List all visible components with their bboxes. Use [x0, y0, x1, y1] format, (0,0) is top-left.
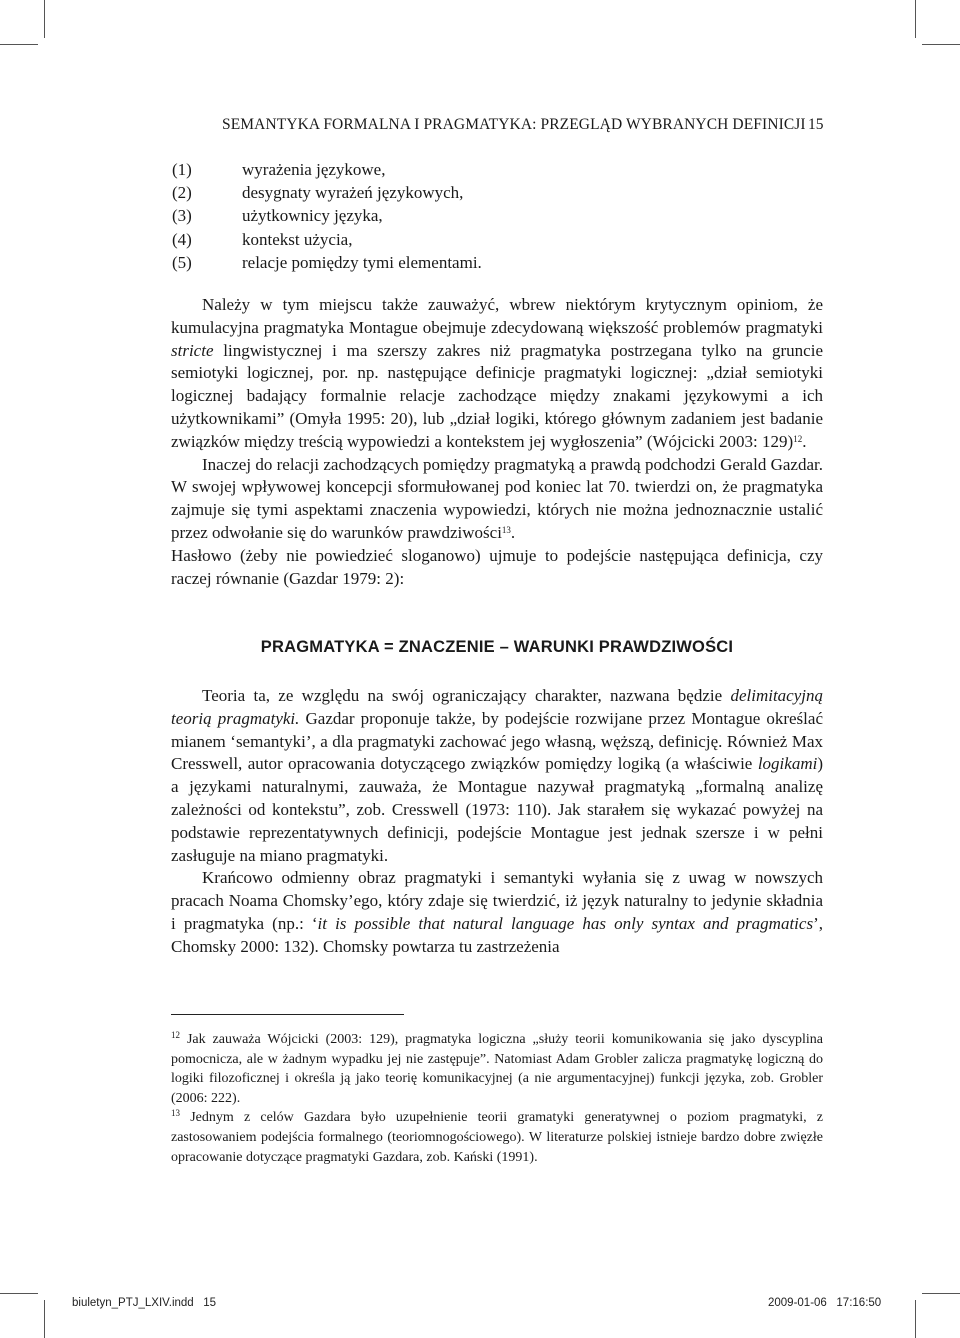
crop-mark [915, 0, 916, 38]
crop-mark [44, 1300, 45, 1338]
paragraph-text: Należy w tym miejscu także zauważyć, wbrew niektórym krytycznym opiniom, że kumulacyjna pragmatyka Montague obejmuje zdecydowaną większość problemów pragmatyki [171, 295, 823, 337]
footnote-13 [171, 1108, 823, 1167]
page-number: 15 [808, 116, 824, 133]
italic-term: delimitacyjną teorią pragmatyki. [171, 686, 823, 728]
crop-mark [44, 0, 45, 38]
slug-timestamp: 2009-01-06 17:16:50 [768, 1297, 882, 1309]
crop-mark [915, 1300, 916, 1338]
paragraph-text: ’, Chomsky 2000: 132). Chomsky powtarza tu zastrzeżenia [171, 913, 823, 956]
element-list [172, 158, 482, 274]
body-upper [171, 294, 823, 590]
paragraph-3: Hasłowo (żeby nie powiedzieć sloganowo) ujmuje to podejście następująca definicja, czy raczej równanie (Gazdar 1979: 2): [171, 545, 823, 588]
footnotes [171, 1030, 823, 1167]
list-item-number: (3) [172, 206, 192, 226]
list-item [172, 158, 482, 181]
list-item-number: (4) [172, 229, 192, 249]
footnote-text: Jednym z celów Gazdara było uzupełnienie teorii gramatyki generatywnej o poziom pragmatyki, z zastosowaniem podejścia formalnego (teoriomnogościowego). W literaturze polskiej istnieje bardzo dobre zwięzłe opracowanie dotyczące pragmatyki Gazdara, zob. Kański (1991). [171, 1110, 823, 1165]
footnote-number: 13 [171, 1108, 180, 1119]
paragraph-text: Teoria ta, ze względu na swój ograniczający charakter, nazwana będzie [202, 686, 731, 705]
list-item [172, 228, 482, 251]
crop-mark [0, 1293, 38, 1294]
list-item-text: desygnaty wyrażeń językowych, [242, 183, 464, 203]
paragraph-text: Krańcowo odmienny obraz pragmatyki i semantyki wyłania się z uwag w nowszych pracach Noama Chomsky’ego, który zdaje się twierdzić, iż język naturalny to jedynie składnia i pragmatyka (np.: ‘ [171, 868, 823, 933]
footnote-rule [171, 1014, 404, 1015]
italic-term: logikami [757, 754, 818, 774]
paragraph-5 [171, 867, 823, 958]
list-item-text: wyrażenia językowe, [242, 160, 386, 179]
paragraph-1 [171, 294, 823, 454]
list-item [172, 251, 482, 274]
crop-mark [922, 44, 960, 45]
list-item-number: (1) [172, 160, 192, 179]
list-item [172, 181, 482, 204]
slug-filename: biuletyn_PTJ_LXIV.indd 15 [72, 1297, 217, 1309]
paragraph-4 [171, 685, 823, 867]
list-item-text: relacje pomiędzy tymi elementami. [242, 252, 482, 272]
paragraph-text: Inaczej do relacji zachodzących pomiędzy pragmatyką a prawdą podchodzi Gerald Gazdar. W swojej wpływowej koncepcji sformułowanej pod koniec lat 70. twierdzi on, że pragmatyka zajmuje się tymi aspektami znaczenia wypowiedzi, których nie można jednoznacznie ustalić przez odwołanie się do warunków prawdziwości [171, 454, 823, 542]
list-item [172, 204, 482, 227]
formula: PRAGMATYKA = ZNACZENIE – WARUNKI PRAWDZIWOŚCI [260, 638, 734, 656]
list-item-text: kontekst użycia, [242, 229, 353, 249]
paragraph-text: . [802, 431, 807, 451]
crop-mark [0, 44, 38, 45]
footnote-number: 12 [171, 1030, 180, 1040]
italic-term: stricte [171, 340, 214, 360]
footnote-ref-13[interactable]: 13 [501, 524, 511, 535]
paragraph-text: lingwistycznej i ma szerszy zakres niż pragmatyka postrzegana tylko na gruncie semiotyki logicznej, por. np. następujące definicje pragmatyki logicznej: „dział semiotyki logicznej badający formalnie relacje zachodzące między znakami językowymi a ich użytkownikami” (Omyła 1995: 20), lub „dział logiki, którego głównym zadaniem jest badanie związków między treścią wypowiedzi a kontekstem jej wygłoszenia” (Wójcicki 2003: 129) [171, 340, 823, 451]
footnote-ref-12[interactable]: 12 [793, 433, 803, 444]
paragraph-text: . [510, 522, 516, 542]
italic-quote: it is possible that natural language has only syntax and pragmatics [317, 913, 814, 933]
crop-mark [922, 1293, 960, 1294]
paragraph-2 [171, 454, 823, 545]
paragraph-text: ) a językami naturalnymi, zauważa, że Montague nazywał pragmatyką „formalną analizę zależności od kontekstu”, zob. Cresswell (1973: 110). Jak starałem się wykazać powyżej na podstawie reprezentatywnych definicji, podejście Montague jest jednak szersze i w pełni zasługuje na miano pragmatyki. [171, 754, 823, 865]
list-item-text: użytkownicy języka, [242, 206, 383, 226]
footnote-text: Jak zauważa Wójcicki (2003: 129), pragmatyka logiczna „służy teorii komunikowania się jako dyscyplina pomocnicza, ale w żadnym wypadku jej nie zastępuje”. Natomiast Adam Grobler zalicza pragmatykę logiczną do logiki filozoficznej i określa ją jako teorię komunikacyjnej (a nie argumentacyjnej) funkcji języka, zob. Grobler (2006: 222). [171, 1032, 824, 1106]
list-item-number: (2) [172, 183, 192, 203]
footnote-12 [171, 1030, 823, 1108]
list-item-number: (5) [172, 252, 192, 272]
paragraph-text: Gazdar proponuje także, by podejście rozwijane przez Montague określać mianem ‘semantyki’, a dla pragmatyki zachować jego własną, węższą, definicję. Również Max Cresswell, autor opracowania dotyczącego związków pomiędzy logiką (a właściwie [171, 708, 823, 774]
running-header: SEMANTYKA FORMALNA I PRAGMATYKA: PRZEGLĄD WYBRANYCH DEFINICJI [222, 116, 806, 133]
body-lower [171, 685, 823, 959]
